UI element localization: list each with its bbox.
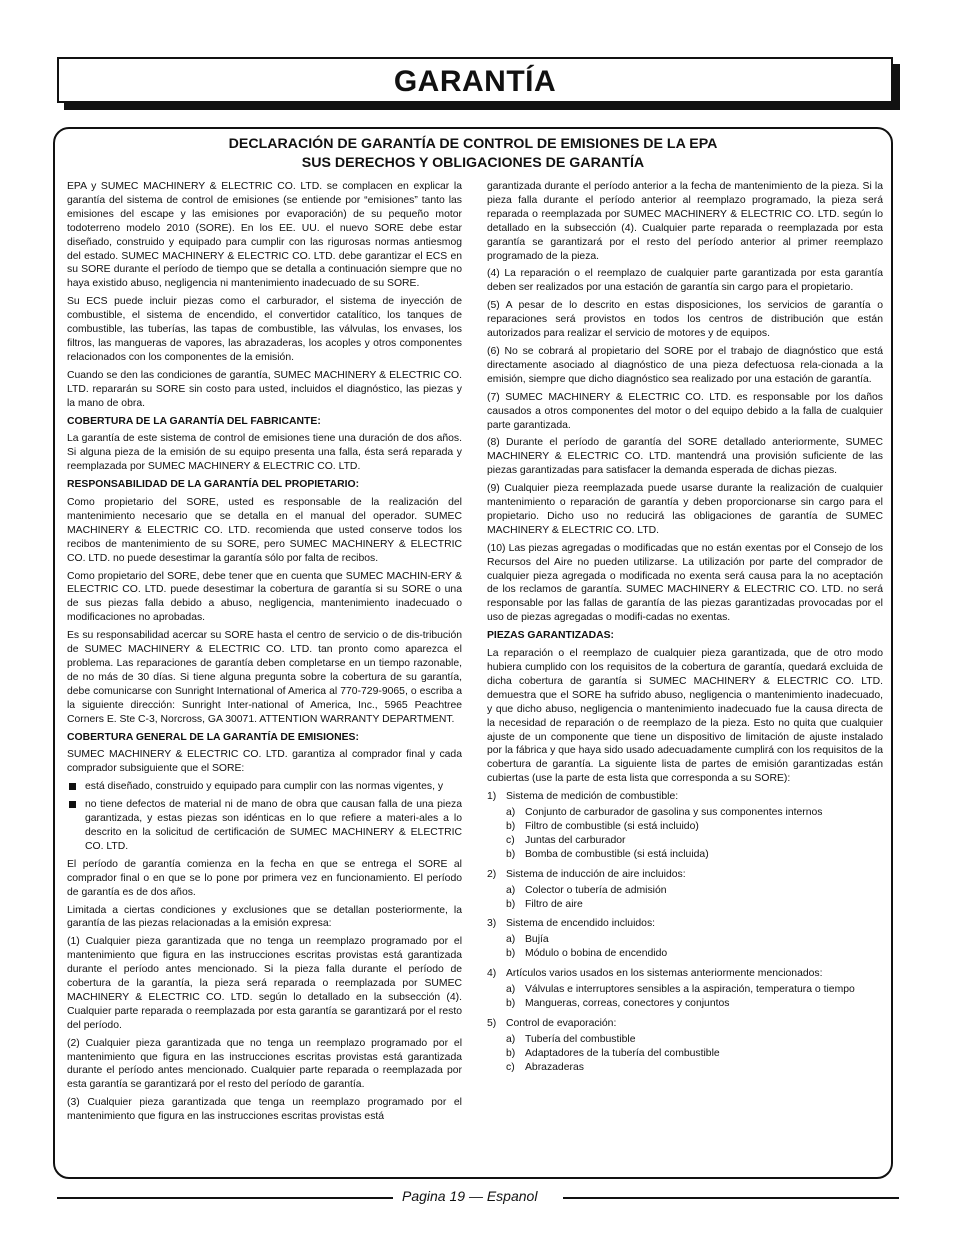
parts-group (487, 967, 883, 1011)
list-item-text: Módulo o bobina de encendido (525, 948, 668, 960)
list-letter: a) (506, 1033, 516, 1045)
paragraph: Como propietario del SORE, usted es responsable de la realización del mantenimiento necesario que se detalla en el manual del operador. SUMEC MACHINERY & ELECTRIC CO. LTD. recomienda que usted conserve todos los recibos de mantenimiento de su SORE, pero SUMEC MACHINERY & ELECTRIC CO. LTD. no puede desestimar la garantía sólo por falta de recibos. (67, 497, 462, 564)
square-bullet-icon (69, 783, 76, 790)
parts-group (487, 1017, 883, 1075)
panel-heading-line2: SUS DERECHOS Y OBLIGACIONES DE GARANTÍA (301, 155, 645, 171)
list-item (506, 933, 883, 947)
list-item-text: Tubería del combustible (525, 1033, 636, 1045)
paragraph: La reparación o el reemplazo de cualquier pieza garantizada, que de otro modo hubiera cumplido con los requisitos de la cobertura de garantía, quedará excluida de dicha cobertura de garantía si SUMEC MACHINERY & ELECTRIC CO. LTD. demuestra que el SORE ha sufrido abuso, negligencia o mantenimiento inadecuado, y que dicho abuso, negligencia o mantenimiento inadecuado fue la causa directa de la necesidad de reparación o de reemplazo de la pieza. Esto no quita que cualquier ajuste de un componente que tiene un dispositivo de limitación de ajuste instalado por la fábrica y que haya sido usado adecuadamente cumplirá con los requisitos de la cobertura de garantía. La siguiente lista de partes de emisión garantizadas están cubiertas (use la parte de esta lista que corresponda a su SORE): (487, 648, 883, 785)
parts-group-title (487, 790, 883, 804)
list-letter: b) (506, 1047, 516, 1059)
parts-group-title (487, 868, 883, 882)
list-label: Sistema de medición de combustible: (506, 791, 679, 803)
list-item (506, 848, 883, 862)
bullet-text: está diseñado, construido y equipado para cumplir con las normas vigentes, y (85, 781, 444, 793)
paragraph: (6) No se cobrará al propietario del SORE por el trabajo de diagnóstico que está directamente asociado al diagnóstico de una pieza defectuosa rela-cionada a la emisión, siempre que dicho diagnóstico sea realizado por una estación de garantía. (487, 345, 883, 385)
list-item-text: Filtro de aire (525, 898, 583, 910)
title-banner (57, 57, 893, 103)
paragraph: SUMEC MACHINERY & ELECTRIC CO. LTD. garantiza al comprador final y cada comprador subsiguiente que el SORE: (67, 749, 462, 775)
list-item (506, 1061, 883, 1075)
footer-rule-right (563, 1197, 899, 1199)
sublist (487, 884, 883, 912)
paragraph: (8) Durante el período de garantía del SORE detallado anteriormente, SUMEC MACHINERY & ELECTRIC CO. LTD. mantendrá una provisión suficiente de las piezas garantizadas para satisfacer la demanda esperada de dichas piezas. (487, 437, 883, 477)
bullet-item (67, 798, 462, 854)
list-letter: a) (506, 884, 516, 896)
list-item (506, 884, 883, 898)
paragraph: EPA y SUMEC MACHINERY & ELECTRIC CO. LTD. se complacen en explicar la garantía del sistema de control de emisiones (se entiende por “emisiones” tanto las emisiones del escape y las emisiones por evaporación) de su pequeño motor todoterreno modelo 2010 (SORE). En los EE. UU. el nuevo SORE debe estar diseñado, construido y equipado para cumplir con las rigurosas normas antiesmog del estado. SUMEC MACHINERY & ELECTRIC CO. LTD. debe garantizar el ECS en su SORE durante el período de tiempo que se detalla a continuación siempre que no haya existido abuso, negligencia ni mantenimiento inadecuado de su SORE. (67, 181, 462, 290)
right-column (487, 180, 883, 1080)
list-letter: a) (506, 984, 516, 996)
list-item (506, 1033, 883, 1047)
list-item-text: Conjunto de carburador de gasolina y sus componentes internos (525, 807, 823, 819)
square-bullet-icon (69, 801, 76, 808)
parts-group-title (487, 1017, 883, 1031)
paragraph: (7) SUMEC MACHINERY & ELECTRIC CO. LTD. es responsable por los daños causados a otros componentes del motor o del equipo debido a la falla de cualquier parte garantizada. (487, 391, 883, 431)
panel-heading-line1: DECLARACIÓN DE GARANTÍA DE CONTROL DE EMISIONES DE LA EPA (228, 136, 718, 152)
parts-group (487, 917, 883, 961)
section-heading: RESPONSABILIDAD DE LA GARANTÍA DEL PROPIETARIO: (67, 479, 360, 491)
sublist (487, 1033, 883, 1075)
list-item (506, 947, 883, 961)
list-label: Artículos varios usados en los sistemas anteriormente mencionados: (506, 968, 823, 980)
sublist (487, 806, 883, 862)
parts-group (487, 868, 883, 912)
section-heading: COBERTURA GENERAL DE LA GARANTÍA DE EMISIONES: (67, 731, 359, 743)
paragraph: Limitada a ciertas condiciones y exclusiones que se detallan posteriormente, la garantía de las piezas relacionadas a la emisión expresa: (67, 904, 462, 930)
list-letter: b) (506, 948, 516, 960)
list-letter: c) (506, 1061, 515, 1073)
paragraph: (1) Cualquier pieza garantizada que no tenga un reemplazo programado por el mantenimiento que figura en las instrucciones escritas provistas está garantizada durante el período antes mencionado. Si la pieza falla durante el período de cobertura de la garantía, la pieza será reparada o reemplazada por SUMEC MACHINERY & ELECTRIC CO. LTD. según lo detallado en la subsección (4). Cualquier parte reparada o reemplazada por esta garantía se garantizará por el resto del período. (67, 936, 462, 1031)
page-title: GARANTÍA (393, 65, 557, 98)
paragraph: (5) A pesar de lo descrito en estas disposiciones, los servicios de garantía o reparaciones será provistos en todos los centros de distribución que están autorizados para realizar el servicio de motores y de equipos. (487, 300, 883, 340)
list-item (506, 820, 883, 834)
paragraph: garantizada durante el período anterior a la fecha de mantenimiento de la pieza. Si la pieza falla durante el período anterior al reemplazo programado, la pieza será reparada o reemplazada por SUMEC MACHINERY & ELECTRIC CO. LTD. según lo detallado en la subsección (4). Cualquier parte reparada o reemplazada por esta garantía se garantizará por el resto del período anterior al primer reemplazo programado de la pieza. (487, 181, 883, 262)
list-item (506, 898, 883, 912)
footer-rule-left (57, 1197, 393, 1199)
parts-list (487, 790, 883, 1074)
list-letter: b) (506, 997, 516, 1009)
paragraph: El período de garantía comienza en la fecha en que se entrega el SORE al comprador final o en que se lo pone por primera vez en funcionamiento. El período de garantía es de dos años. (67, 858, 462, 898)
list-letter: a) (506, 934, 516, 946)
paragraph: (2) Cualquier pieza garantizada que no tenga un reemplazo programado por el mantenimiento que figura en las instrucciones escritas provistas está garantizada durante el período antes mencionado. Cualquier parte reparada o reemplazada por esta garantía se garantizará por el resto del período de garantía. (67, 1037, 462, 1091)
list-item-text: Bomba de combustible (si está incluida) (525, 848, 709, 860)
list-item (506, 806, 883, 820)
title-box (57, 57, 893, 103)
paragraph: La garantía de este sistema de control de emisiones tiene una duración de dos años. Si alguna pieza de la emisión de su equipo presenta una falla, ésta será reparada y reemplazada por SUMEC MACHINERY & ELECTRIC CO. LTD. (67, 433, 462, 473)
list-letter: b) (506, 848, 516, 860)
list-label: Sistema de encendido incluidos: (506, 918, 656, 930)
list-letter: a) (506, 807, 516, 819)
list-item-text: Válvulas e interruptores sensibles a la aspiración, temperatura o tiempo (525, 984, 855, 996)
left-column (67, 180, 462, 1128)
paragraph: (4) La reparación o el reemplazo de cualquier parte garantizada por esta garantía deben ser realizados por una estación de garantía sin cargo para el propietario. (487, 268, 883, 294)
list-number: 2) (487, 868, 497, 880)
list-item-text: Bujía (525, 934, 549, 946)
paragraph: (3) Cualquier pieza garantizada que tenga un reemplazo programado por el mantenimiento que figura en las instrucciones escritas provistas está (67, 1097, 462, 1123)
paragraph: Su ECS puede incluir piezas como el carburador, el sistema de inyección de combustible, el sistema de encendido, el convertidor catalítico, los tanques de combustible, las tuberías, las tapas de combustible, las válvulas, los envases, los filtros, las mangueras de vapores, las abrazaderas, los acoples y otros componentes relacionados con los componentes de la emisión. (67, 296, 462, 363)
paragraph: Como propietario del SORE, debe tener que en cuenta que SUMEC MACHIN-ERY & ELECTRIC CO. LTD. puede desestimar la cobertura de garantía si su SORE o una de sus piezas falla debido a abuso, negligencia, mantenimiento inadecuado o modificaciones no aprobadas. (67, 570, 462, 624)
list-number: 4) (487, 968, 497, 980)
parts-group-title (487, 917, 883, 931)
paragraph: Cuando se den las condiciones de garantía, SUMEC MACHINERY & ELECTRIC CO. LTD. repararán su SORE sin costo para usted, incluidos el diagnóstico, las piezas y la mano de obra. (67, 369, 462, 409)
list-item-text: Juntas del carburador (525, 834, 626, 846)
panel-heading (55, 135, 891, 173)
list-letter: b) (506, 898, 516, 910)
list-item-text: Colector o tubería de admisión (525, 884, 667, 896)
section-heading: PIEZAS GARANTIZADAS: (487, 630, 614, 642)
page-footer: Pagina 19 — Espanol (402, 1188, 538, 1204)
list-item (506, 834, 883, 848)
list-item-text: Abrazaderas (525, 1061, 584, 1073)
list-number: 1) (487, 791, 497, 803)
sublist (487, 933, 883, 961)
list-item (506, 983, 883, 997)
paragraph: (9) Cualquier pieza reemplazada puede usarse durante la realización de cualquier mantenimiento o reparación de garantía y deben proporcionarse sin cargo para el propietario. Dicho uso no reducirá las obligaciones de garantía de SUMEC MACHINERY & ELECTRIC CO. LTD. (487, 483, 883, 536)
paragraph: Es su responsabilidad acercar su SORE hasta el centro de servicio o de dis-tribución de SUMEC MACHINERY & ELECTRIC CO. LTD. tan pronto como aparezca el problema. Las reparaciones de garantía deben completarse en un tiempo razonable, de no más de 30 días. Si tiene alguna pregunta sobre la cobertura de su garantía, debe comunicarse con Sunright International of America al 770-729-9065, o escriba a la siguiente dirección: Sunright Inter-national of America, Inc., 5965 Peachtree Corners E. Ste C-3, Norcross, GA 30071. ATTENTION WARRANTY DEPARTMENT. (67, 630, 462, 725)
list-label: Sistema de inducción de aire incluidos: (506, 868, 686, 880)
list-item (506, 997, 883, 1011)
section-heading: COBERTURA DE LA GARANTÍA DEL FABRICANTE: (67, 415, 321, 427)
list-letter: b) (506, 820, 516, 832)
paragraph: (10) Las piezas agregadas o modificadas que no están exentas por el Consejo de los Recursos del Aire no pueden utilizarse. La utilización por parte del comprador de cualquier pieza agregada o modificada no exenta será causa para la no aceptación de los reclamos de garantía. SUMEC MACHINERY & ELECTRIC CO. LTD. no será responsable por las fallas de garantía de las piezas garantizadas provocadas por el uso de piezas agregadas o modifi-cadas no exentas. (487, 542, 883, 624)
bullet-item (67, 780, 462, 794)
warranty-panel (53, 127, 893, 1179)
list-item-text: Filtro de combustible (si está incluido) (525, 820, 699, 832)
list-number: 3) (487, 918, 497, 930)
parts-group-title (487, 967, 883, 981)
list-letter: c) (506, 834, 515, 846)
list-item-text: Mangueras, correas, conectores y conjuntos (525, 997, 730, 1009)
list-item (506, 1047, 883, 1061)
bullet-text: no tiene defectos de material ni de mano de obra que causan falla de una pieza garantizada, y estas piezas son idénticas en lo que refiere a materi-ales a lo descrito en la solicitud de certificación de SUMEC MACHINERY & ELECTRIC CO. LTD. (85, 799, 462, 852)
list-label: Control de evaporación: (506, 1017, 617, 1029)
parts-group (487, 790, 883, 862)
sublist (487, 983, 883, 1011)
list-item-text: Adaptadores de la tubería del combustible (525, 1047, 720, 1059)
list-number: 5) (487, 1017, 497, 1029)
